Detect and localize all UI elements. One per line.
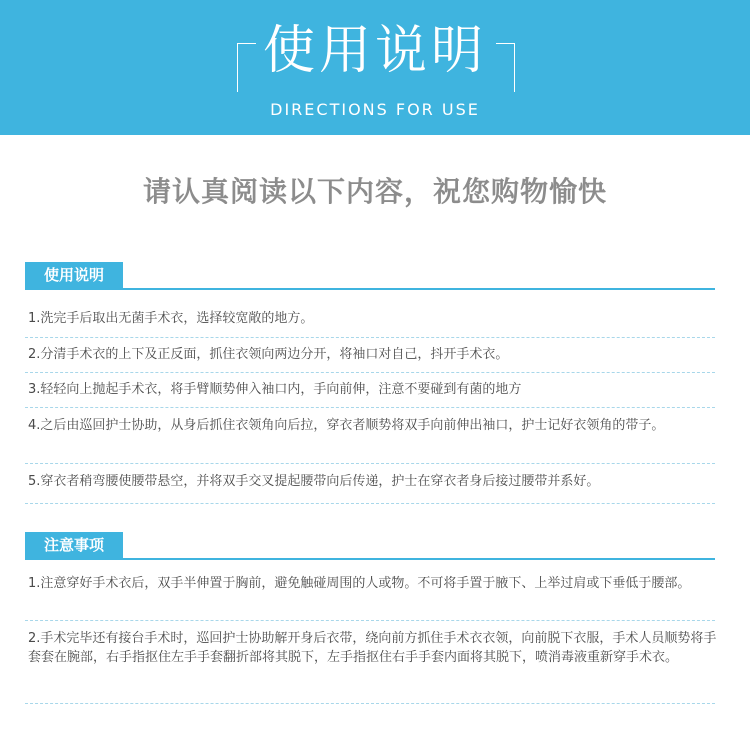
list-item: 1.洗完手后取出无菌手术衣，选择较宽敞的地方。: [28, 311, 314, 326]
section-title: 使用说明: [25, 262, 123, 288]
divider: [25, 503, 715, 504]
divider: [25, 463, 715, 464]
list-item: 2.手术完毕还有接台手术时，巡回护士协助解开身后衣带，绕向前方抓住手术衣衣领，向前脱下衣服，手术人员顺势将手套套在腕部，右手指抠住左手手套翻折部将其脱下，左手指抠住右手手套内面将其脱下，喷消毒液重新穿手术衣。: [28, 631, 717, 665]
section-header-usage: [25, 262, 715, 290]
banner-title: 使用说明: [262, 21, 487, 81]
list-item: 3.轻轻向上抛起手术衣，将手臂顺势伸入袖口内，手向前伸，注意不要碰到有菌的地方: [28, 382, 522, 397]
list-item: 1.注意穿好手术衣后，双手半伸置于胸前，避免触碰周围的人或物。不可将手置于腋下、上举过肩或下垂低于腰部。: [28, 576, 691, 591]
list-item: 4.之后由巡回护士协助，从身后抓住衣领角向后拉，穿衣者顺势将双手向前伸出袖口，护士记好衣领角的带子。: [28, 418, 665, 433]
tagline: 请认真阅读以下内容，祝您购物愉快: [142, 175, 607, 208]
divider: [25, 620, 715, 621]
divider: [25, 407, 715, 408]
divider: [25, 337, 715, 338]
section-title: 注意事项: [25, 532, 123, 558]
banner-subtitle: DIRECTIONS FOR USE: [270, 100, 480, 119]
section-header-precautions: [25, 532, 715, 560]
list-item: 2.分清手术衣的上下及正反面，抓住衣领向两边分开，将袖口对自己，抖开手术衣。: [28, 347, 509, 362]
list-item: 5.穿衣者稍弯腰使腰带悬空，并将双手交叉提起腰带向后传递，护士在穿衣者身后接过腰带并系好。: [28, 474, 600, 489]
divider: [25, 703, 715, 704]
header-banner: [0, 0, 750, 135]
divider: [25, 372, 715, 373]
